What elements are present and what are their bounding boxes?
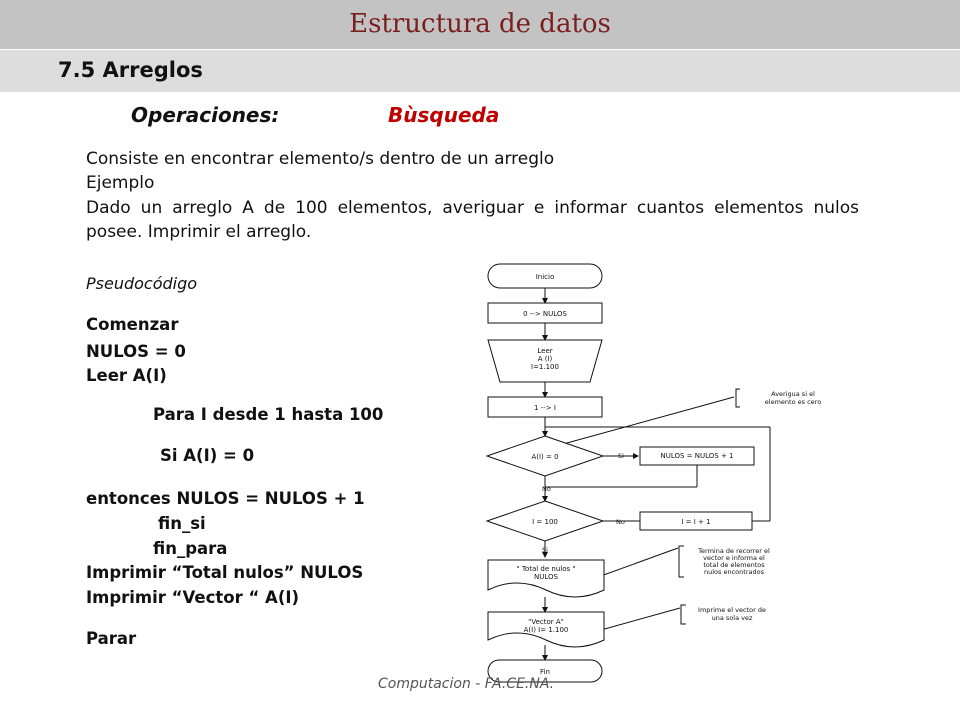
print-total-label: NULOS [534,573,558,581]
pseudocode-line: Imprimir “Vector “ A(I) [86,588,300,607]
pseudocode-line: Si A(I) = 0 [160,446,255,465]
read-label: Leer [537,347,553,355]
pseudocode-line: fin_para [153,539,228,558]
description-line-1: Consiste en encontrar elemento/s dentro de un arreglo [86,149,555,169]
operations-value: Bùsqueda [388,103,500,127]
pseudocode-line: entonces NULOS = NULOS + 1 [86,489,365,508]
condition-label: A(I) = 0 [531,453,559,461]
section-heading: 7.5 Arreglos [58,58,203,82]
note-finish-label: vector e informa el [703,554,765,562]
note-finish-label: total de elementos [703,561,765,569]
pseudocode-title: Pseudocódigo [86,274,198,293]
print-total-label: " Total de nulos " [516,565,576,573]
loop-init-label: 1 --> I [534,404,556,412]
pseudocode-line: NULOS = 0 [86,342,186,361]
pseudocode-line: Comenzar [86,315,179,334]
loop-end-label: I = 100 [532,518,558,526]
read-label: A (I) [537,355,553,363]
pseudocode-line: Leer A(I) [86,366,167,385]
note-finish-label: nulos encontrados [704,568,764,576]
start-label: Inicio [535,273,555,281]
print-vector-label: "Vector A" [528,618,564,626]
increment-i-label: I = I + 1 [681,518,711,526]
note-bracket [679,546,684,577]
note-check-label: Averigua si el [771,390,815,398]
pseudocode-line: fin_si [158,514,206,533]
pseudocode-line: Parar [86,629,137,648]
loop-end-yes-label: Si [542,546,548,554]
page-title: Estructura de datos [349,9,611,39]
description-line-3: Dado un arreglo A de 100 elementos, averiguar e informar cuantos elementos nulos posee. Imprimir el arreglo. [86,198,859,242]
note-print-label: una sola vez [711,614,753,622]
note-bracket [736,389,740,407]
annotation-line [598,548,678,577]
condition-yes-label: Si [618,452,624,460]
note-finish-label: Termina de recorrer el [698,547,770,555]
end-label: Fin [540,668,550,676]
note-check-label: elemento es cero [764,398,822,406]
footer: Computacion - FA.CE.NA. [378,676,555,692]
init-label: 0 --> NULOS [523,310,567,318]
print-vector-label: A(I) I= 1.100 [523,626,569,634]
description-line-2: Ejemplo [86,173,155,193]
note-print-label: Imprime el vector de [698,606,766,614]
note-bracket [681,605,686,624]
read-label: I=1.100 [531,363,559,371]
pseudocode-line: Para I desde 1 hasta 100 [153,405,384,424]
pseudocode-line: Imprimir “Total nulos” NULOS [86,563,364,582]
condition-no-label: No [542,485,551,493]
increment-nulos-label: NULOS = NULOS + 1 [660,452,734,460]
annotation-line [601,608,680,630]
operations-label: Operaciones: [131,103,280,127]
loop-end-no-label: No [616,518,625,526]
